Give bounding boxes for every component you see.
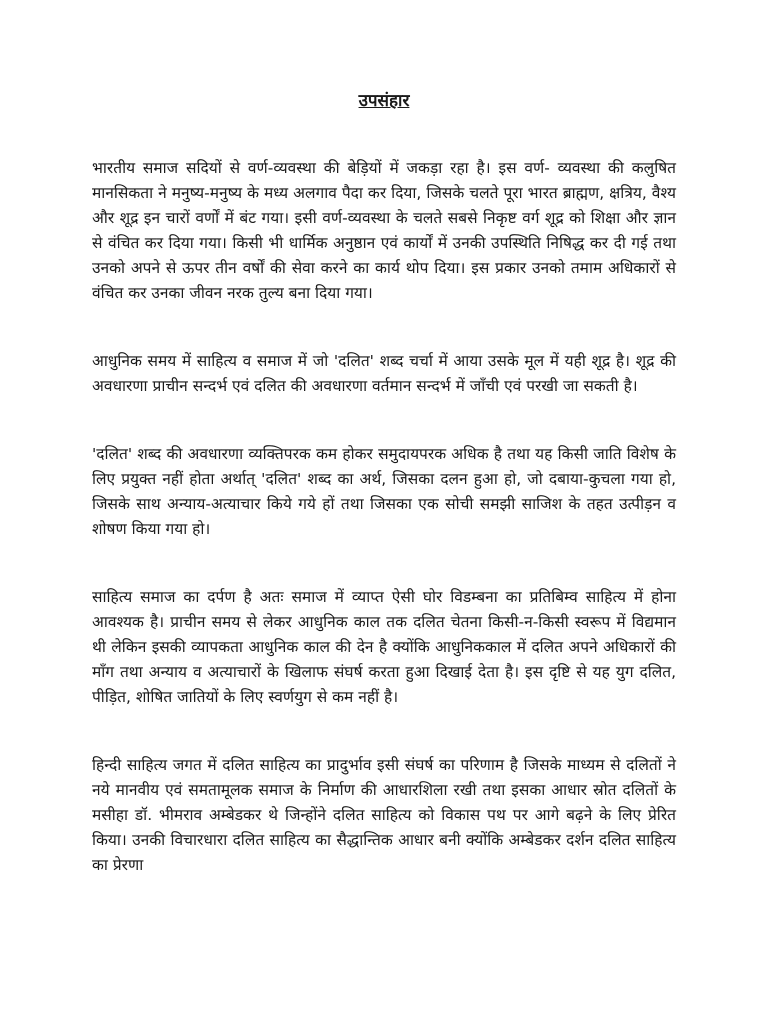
paragraph-3: 'दलित' शब्द की अवधारणा व्यक्तिपरक कम होकर समुदायपरक अधिक है तथा यह किसी जाति विशेष के लिए प्रयुक्त नहीं होता अर्थात् 'दलित' शब्द का अर्थ, जिसका दलन हुआ हो, जो दबाया-कुचला गया हो, जिसके साथ अन्याय-अत्याचार किये गये हों तथा जिसका एक सोची समझी साजिश के तहत उत्पीड़न व शोषण किया गया हो।	[92, 445, 676, 538]
paragraph-4: साहित्य समाज का दर्पण है अतः समाज में व्याप्त ऐसी घोर विडम्बना का प्रतिबिम्व साहित्य में होना आवश्यक है। प्राचीन समय से लेकर आधुनिक काल तक दलित चेतना किसी-न-किसी स्वरूप में विद्यमान थी लेकिन इसकी व्यापकता आधुनिक काल की देन है क्योंकि आधुनिककाल में दलित अपने अधिकारों की माँग तथा अन्याय व अत्याचारों के खिलाफ संघर्ष करता हुआ दिखाई देता है। इस दृष्टि से यह युग दलित, पीड़ित, शोषित जातियों के लिए स्वर्णयुग से कम नहीं है।	[92, 588, 676, 706]
paragraph-1: भारतीय समाज सदियों से वर्ण-व्यवस्था की बेड़ियों में जकड़ा रहा है। इस वर्ण- व्यवस्था की कलुषित मानसिकता ने मनुष्य-मनुष्य के मध्य अलगाव पैदा कर दिया, जिसके चलते पूरा भारत ब्राह्मण, क्षत्रिय, वैश्य और शूद्र इन चारों वर्णों में बंट गया। इसी वर्ण-व्यवस्था के चलते सबसे निकृष्ट वर्ग शूद्र को शिक्षा और ज्ञान से वंचित कर दिया गया। किसी भी धार्मिक अनुष्ठान एवं कार्यों में उनकी उपस्थिति निषिद्ध कर दी गई तथा उनको अपने से ऊपर तीन वर्षों की सेवा करने का कार्य थोप दिया। इस प्रकार उनको तमाम अधिकारों से वंचित कर उनका जीवन नरक तुल्य बना दिया गया।	[92, 159, 676, 302]
document-page	[92, 88, 676, 921]
paragraph-5: हिन्दी साहित्य जगत में दलित साहित्य का प्रादुर्भाव इसी संघर्ष का परिणाम है जिसके माध्यम से दलितों ने नये मानवीय एवं समतामूलक समाज के निर्माण की आधारशिला रखी तथा इसका आधार स्रोत दलितों के मसीहा डॉ. भीमराव अम्बेडकर थे जिन्होंने दलित साहित्य को विकास पथ पर आगे बढ़ने के लिए प्रेरित किया। उनकी विचारधारा दलित साहित्य का सैद्धान्तिक आधार बनी क्योंकि अम्बेडकर दर्शन दलित साहित्य का प्रेरणा	[92, 756, 676, 874]
page-title: उपसंहार	[358, 91, 410, 111]
paragraph-2: आधुनिक समय में साहित्य व समाज में जो 'दलित' शब्द चर्चा में आया उसके मूल में यही शूद्र है। शूद्र की अवधारणा प्राचीन सन्दर्भ एवं दलित की अवधारणा वर्तमान सन्दर्भ में जाँची एवं परखी जा सकती है।	[92, 352, 676, 395]
